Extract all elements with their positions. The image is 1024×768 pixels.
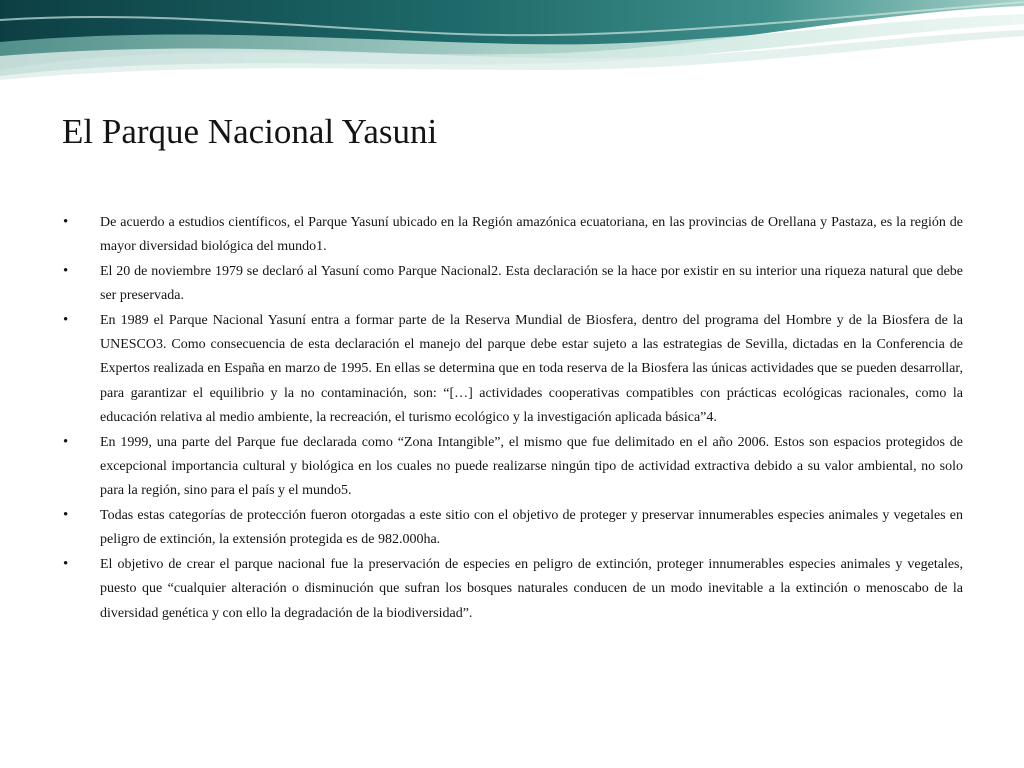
- bullet-text: El 20 de noviembre 1979 se declaró al Yasuní como Parque Nacional2. Esta declaración se la hace por existir en su interior una riqueza natural que debe ser preservada.: [100, 263, 963, 304]
- bullet-text: De acuerdo a estudios científicos, el Parque Yasuní ubicado en la Región amazónica ecuatoriana, en las provincias de Orellana y Pastaza, es la región de mayor diversidad biológica del mundo1.: [100, 215, 963, 255]
- bullet-item: [63, 504, 963, 553]
- bullet-text: En 1999, una parte del Parque fue declarada como “Zona Intangible”, el mismo que fue delimitado en el año 2006. Estos son espacios protegidos de excepcional importancia cultural y biológica en los cuales no puede realizarse ningún tipo de actividad extractiva debido a su valor ambiental, no solo para la región, sino para el país y el mundo5.: [100, 434, 963, 499]
- bullet-item: [63, 553, 963, 626]
- header-wave-decoration: [0, 0, 1024, 80]
- bullet-text: En 1989 el Parque Nacional Yasuní entra a formar parte de la Reserva Mundial de Biosfera, dentro del programa del Hombre y de la Biosfera de la UNESCO3. Como consecuencia de esta declaración el manejo del parque debe estar sujeto a las estrategias de Sevilla, dictadas en la Conferencia de Expertos realizada en España en marzo de 1995. En ellas se determina que en toda reserva de la Biosfera las únicas actividades que se pueden desarrollar, para garantizar el equilibrio y la no contaminación, son: “[…] actividades cooperativas compatibles con prácticas ecológicas racionales, como la educación relativa al medio ambiente, la recreación, el turismo ecológico y la investigación aplicada básica”4.: [100, 312, 963, 426]
- bullet-list: [63, 211, 963, 626]
- bullet-item: [63, 260, 963, 309]
- bullet-dot-icon: •: [63, 555, 69, 572]
- bullet-text: El objetivo de crear el parque nacional fue la preservación de especies en peligro de extinción, proteger innumerables especies animales y vegetales, puesto que “cualquier alteración o disminución que sufran los bosques naturales conducen de un modo inevitable a la extinción o menoscabo de la diversidad genética y con ello la degradación de la biodiversidad”.: [100, 556, 963, 621]
- bullet-text: Todas estas categorías de protección fueron otorgadas a este sitio con el objetivo de proteger y preservar innumerables especies animales y vegetales en peligro de extinción, la extensión protegida es de 982.000ha.: [100, 507, 963, 548]
- bullet-dot-icon: •: [63, 433, 69, 450]
- bullet-dot-icon: •: [63, 262, 69, 279]
- slide-title: El Parque Nacional Yasuni: [62, 112, 438, 151]
- bullet-item: [63, 431, 963, 504]
- bullet-item: [63, 309, 963, 431]
- bullet-dot-icon: •: [63, 506, 69, 523]
- bullet-dot-icon: •: [63, 214, 69, 230]
- bullet-item: [63, 211, 963, 260]
- bullet-dot-icon: •: [63, 311, 69, 328]
